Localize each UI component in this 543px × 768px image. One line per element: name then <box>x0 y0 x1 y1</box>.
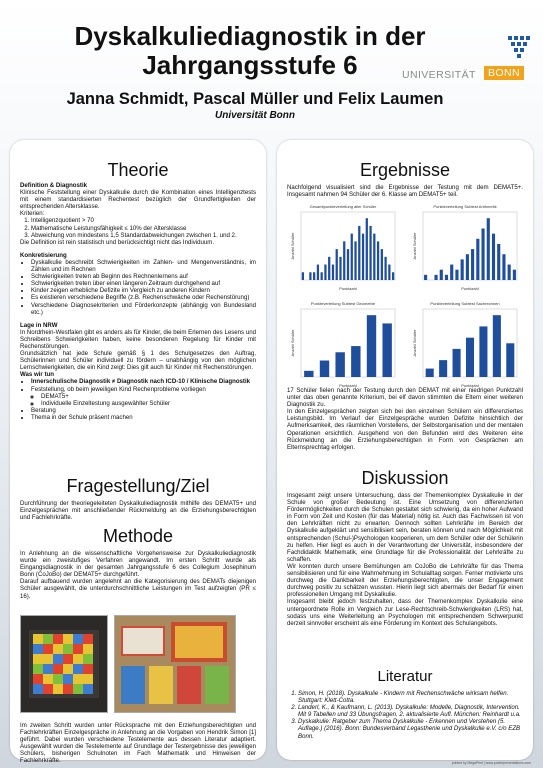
chart-arithmetik-svg <box>409 204 521 294</box>
bar <box>373 234 375 280</box>
methode-text-2: Darauf aufbauend wurden angelehnt an die Kategorisierung des DEMATs diejenigen Schüler ausgewählt, die unterdurchschnittliche Leistungen im Test aufzeigten (PR ≤ 16). <box>20 578 256 600</box>
theorie-body <box>20 182 256 421</box>
bar <box>381 249 383 280</box>
literatur-item: 3. Dyskalkulie: Ratgeber zum Thema Dyskalkulie - Erkennen und Verstehen (5. Auflage.) (2016). Bonn: Bundesverband Legasthenie und Dyskalkulie e.V. c/o EZB Bonn. <box>298 718 523 739</box>
bar <box>347 249 349 280</box>
literatur-body <box>287 690 523 740</box>
right-column-panel <box>277 140 533 760</box>
konkretisierung-list <box>20 259 256 316</box>
chart-gesamt <box>287 204 399 294</box>
bar <box>492 234 495 280</box>
bar <box>424 275 427 280</box>
bar <box>476 239 479 280</box>
nrw-text-2: Grundsätzlich hat jede Schule gemäß § 1 des Schulgesetzes den Auftrag, Schülerinnen und Schüler individuell zu fördern – unabhängig von den möglichen Lernschwierigkeiten, die ein Kind zeigt: Dies gilt auch für Kinder mit Rechenstörungen. <box>20 350 256 372</box>
bar <box>382 323 391 377</box>
bar <box>466 338 474 377</box>
konkret-item: • Schwierigkeiten treten ab Beginn des Rechnenlernens auf <box>31 273 256 280</box>
bar <box>302 272 304 280</box>
bar <box>309 272 311 280</box>
bar <box>367 315 376 377</box>
bar <box>351 346 360 377</box>
bar <box>392 272 394 280</box>
bar <box>324 265 326 280</box>
kriterium-item: 2. Mathematische Leistungsfähigkeit ≤ 10% der Altersklasse <box>31 225 256 232</box>
bar <box>362 234 364 280</box>
methode-text-1: In Anlehnung an die wissenschaftliche Vorgehensweise zur Dyskalkuliediagnostik wurde ein zweistufiges Verfahren angewandt. Im ersten Schritt wurde als Eingangsdiagnostik in der gesamten Jahrgangsstufe 6 des Collegium Josephinum Bonn (CoJoBo) der DEMAT5+ durchgeführt. <box>20 550 256 579</box>
title-line-1: Dyskalkuliediagnostik in der <box>74 21 426 51</box>
wastun-subitem: ◦ Individuelle Einzeltestung ausgewählter Schüler <box>41 400 256 407</box>
chart-title: Gesamtpunkteverteilung aller Schüler <box>309 204 377 209</box>
title-line-2: Jahrgangsstufe 6 <box>142 50 358 80</box>
ergebnisse-text-1: 17 Schüler fielen nach der Testung durch den DEMAT mit einer niedrigen Punktzahl unter das oben genannte Kriterium, bei elf davon stimmten die Eltern einer weiteren Diagnostik zu. <box>287 387 523 409</box>
diskussion-heading: Diskussion <box>361 468 449 488</box>
test-material-photo <box>114 615 236 713</box>
institution: Universität Bonn <box>214 110 295 121</box>
methode-heading: Methode <box>102 526 174 546</box>
ergebnisse-body <box>287 387 523 451</box>
bar <box>354 241 356 280</box>
bar <box>313 272 315 280</box>
definition-heading: Definition & Diagnostik <box>20 182 88 189</box>
bar <box>461 259 464 280</box>
y-axis-label: Anzahl Schüler <box>290 329 295 357</box>
bar <box>317 265 319 280</box>
wastun-item: • Thema in der Schule präsent machen <box>31 414 256 421</box>
bar <box>445 275 448 280</box>
bar <box>487 218 490 280</box>
methode-text-3: Im zweiten Schritt wurden unter Rücksprache mit den Erziehungsberechtigten und Fachlehrkräften Einzelgespräche in Anlehnung an die Vorgaben von Hendrik Simon [1] geführt. Dabei wurden verschiedene Testelemente aus dessen Literatur adaptiert. Ausgewählt wurden die Testelemente auf Grundlage der Testergebnisse des jeweiligen Schülers, bisherigen Schulnoten im Fach Mathematik und Hinweisen der Fachlehrkräfte. <box>20 722 256 765</box>
y-axis-label: Anzahl Schüler <box>412 232 417 260</box>
bar <box>466 254 469 280</box>
bar <box>321 272 323 280</box>
bar <box>439 360 447 377</box>
kriterium-item: 1. Intelligenzquotient > 70 <box>31 217 256 224</box>
definition-text: Klinische Feststellung einer Dyskalkulie durch die Kombination eines Intelligenztests mit einem standardisierten Rechentest bezüglich der Grundfertigkeiten der entsprechenden Altersklasse. <box>20 189 256 211</box>
plot-area <box>301 309 395 377</box>
konkret-item: • Verschiedene Diagnosekriterien und Förderkonzepte (abhängig von Bundesland etc.) <box>31 302 256 316</box>
bar <box>336 249 338 280</box>
chart-title: Punkteverteilung Subtest Arithmetik <box>433 204 497 209</box>
bar <box>479 326 487 377</box>
chart-title: Punkteverteilung Subtest Geometrie <box>310 301 376 306</box>
wastun-list <box>20 378 256 421</box>
bar <box>328 257 330 280</box>
bar <box>366 218 368 280</box>
wastun-item: • Beratung <box>31 407 256 414</box>
bar <box>343 241 345 280</box>
left-column-panel <box>10 140 266 765</box>
bar <box>332 265 334 280</box>
chart-gesamt-svg <box>287 204 399 294</box>
bar <box>339 257 341 280</box>
wastun-item: • Feststellung, ob beim jeweiligen Kind Rechenprobleme vorliegen <box>31 386 256 393</box>
diskussion-text-1: Insgesamt zeigt unsere Untersuchung, dass der Themenkomplex Dyskalkulie in der Schule von großer Bedeutung ist. Eine Umsetzung von differenzierten Fördermöglichkeiten durch die Schulen gestaltet sich schwierig, da ein hoher Aufwand in Form von Zeit und Kosten (für das Material) nötig ist. Auch das Fachwissen ist von den Lehrkräften nicht zu erwarten. Dennoch sollten Lehrkräfte im Bereich der Dyskalkulie aufgeklärt und sensibilisiert sein, beraten können und nach Möglichkeit mit entsprechenden (Schul-)Psychologen kooperieren, um dem Schüler oder der Schülerin zu helfen. Hier liegt es auch in der Verantwortung der Universität, insbesondere der Fachdidaktik Mathematik, eine Grundlage für die Professionalität der Lehrkräfte zu schaffen. <box>287 492 523 563</box>
ergebnisse-intro: Nachfolgend visualisiert sind die Ergebnisse der Testung mit dem DEMAT5+. Insgesamt nahmen 94 Schüler der 6. Klasse am DEMAT5+ teil. <box>287 184 523 199</box>
kriterium-item: 3. Abweichung von mindestens 1,5 Standardabweichungen zwischen 1. und 2. <box>31 232 256 239</box>
logo-mark-icon <box>380 30 540 90</box>
bar <box>450 265 453 280</box>
fragestellung-text: Durchführung der theoriegeleiteten Dyskalkuliediagnostik mithilfe des DEMAT5+ und Einzelgesprächen mit anschließender Rückmeldung an die Erziehungsberechtigten und Fachlehrkräfte. <box>20 500 256 522</box>
authors: Janna Schmidt, Pascal Müller und Felix Laumen <box>66 90 444 108</box>
y-axis-label: Anzahl Schüler <box>290 232 295 260</box>
wastun-heading: Was wir tun <box>20 371 54 379</box>
bar <box>497 244 500 280</box>
bar <box>502 254 505 280</box>
chart-geometrie-svg <box>287 301 399 391</box>
bar <box>388 265 390 280</box>
fragestellung-heading: Fragestellung/Ziel <box>66 476 210 496</box>
nrw-heading: Lage in NRW <box>20 321 58 329</box>
diskussion-text-2: Wir konnten durch unsere Bemühungen am CoJoBo die Lehrkräfte für das Thema sensibilisieren und für eine Wahrnehmung im Schulalltag sorgen. Ferner motivierte uns durchweg die Dankbarkeit der Erziehungsberechtigten, die unser Engagement durchweg positiv zu schätzen wussten. Hierin liegt sich abermals der Bedarf für einen professionellen Umgang mit Dyskalkulie. <box>287 562 523 599</box>
chart-title: Punkteverteilung Subtest Sachrechnen <box>430 301 500 306</box>
x-axis-label: Punktzahl <box>461 383 479 388</box>
x-axis-label: Punktzahl <box>339 383 357 388</box>
bar <box>369 226 371 280</box>
university-logo <box>380 30 540 90</box>
diskussion-text-3: Insgesamt bleibt jedoch festzuhalten, dass der Themenkomplex Dyskalkulie eine untergeordnete Rolle im Vergleich zur Lese-Rechtschreib-Schwierigkeiten (LRS) hat, sodass uns eine Weiterleitung an Psychologen mit entsprechendem Schwerpunkt derzeit sinnvoller erscheint als eine Förderung im Kontext des Schulangebots. <box>287 598 523 627</box>
bar <box>377 241 379 280</box>
chart-sachrechnen-svg <box>409 301 521 391</box>
cube-illustration-icon <box>21 616 107 712</box>
bar <box>440 270 443 280</box>
kriterien-list <box>20 217 256 238</box>
konkret-item: • Dyskalkulie beschreibt Schwierigkeiten im Zahlen- und Mengenverständnis, im Zählen und im Rechnen <box>31 259 256 273</box>
methode-body <box>20 550 256 600</box>
literatur-item: 2. Landerl, K., & Kaufmann, L. (2013). Dyskalkulie: Modelle, Diagnostik, Intervention. Mit 9 Tabellen und 33 Übungsfragen. 2. aktualisierte Aufl. München: Reinhardt u.a. <box>298 704 523 718</box>
bar <box>426 369 434 377</box>
wastun-subitem: ◦ DEMAT5+ <box>41 393 256 400</box>
bar <box>320 361 329 377</box>
chart-sachrechnen <box>409 301 521 391</box>
definition-note: Die Definition ist rein statistisch und berücksichtigt nicht das Individuum. <box>20 238 215 246</box>
bar <box>513 270 516 280</box>
x-axis-label: Punktzahl <box>461 286 479 291</box>
ergebnisse-text-2: In den Einzelgesprächen zeigten sich bei den einzelnen Schülern ein differenziertes Leistungsbild. Im Verlauf der Einzelgespräche wurden Defizite hinsichtlich der Aufmerksamkeit, des räumlichen Vorstellens, der Selbstorganisation und der mentalen Operationen ersichtlich. Ausgehend von den Befunden wird des Weiteren eine Rückmeldung an die Erziehungsberechtigten in Form von Gesprächen am Elternsprechtag erfolgen. <box>287 408 523 451</box>
bar <box>508 265 511 280</box>
bar <box>351 234 353 280</box>
material-illustration-icon <box>115 616 235 712</box>
konkret-item: • Kinder zeigen erhebliche Defizite im Vergleich zu anderen Kindern <box>31 287 256 294</box>
print-credit: printed by MegaPrint | www.posterpresentations.com <box>451 761 531 765</box>
chart-geometrie <box>287 301 399 391</box>
diskussion-body <box>287 492 523 627</box>
konkret-item: • Schwierigkeiten treten über einen längeren Zeitraum durchgehend auf <box>31 280 256 287</box>
bar <box>481 228 484 280</box>
ergebnisse-heading: Ergebnisse <box>359 160 451 180</box>
literatur-list <box>287 690 523 740</box>
literatur-item: 1. Simon, H. (2018). Dyskalkulie - Kindern mit Rechenschwäche wirksam helfen. Stuttgart: Klett-Cotta. <box>298 690 523 704</box>
bar <box>455 270 458 280</box>
bar <box>434 275 437 280</box>
chart-arithmetik <box>409 204 521 294</box>
x-axis-label: Punktzahl <box>339 286 357 291</box>
logo-text-universitaet: UNIVERSITÄT <box>402 69 476 81</box>
bar <box>453 349 461 377</box>
wastun-sublist <box>31 393 256 407</box>
logo-text-bonn: BONN <box>484 66 524 80</box>
bar <box>384 257 386 280</box>
bar <box>506 343 514 377</box>
kriterien-label: Kriterien: <box>20 210 45 218</box>
nrw-text-1: In Nordrhein-Westfalen gibt es anders als für Kinder, die beim Erlernen des Lesens und Schreibens Schwierigkeiten haben, keine besonderen Regelung für Kinder mit Rechenstörungen. <box>20 328 256 350</box>
bar <box>335 352 344 377</box>
bar <box>471 249 474 280</box>
bar <box>358 226 360 280</box>
y-axis-label: Anzahl Schüler <box>412 329 417 357</box>
theorie-heading: Theorie <box>107 160 169 180</box>
literatur-heading: Literatur <box>377 668 433 685</box>
cube-blocks-photo <box>20 615 108 713</box>
bar <box>493 315 501 377</box>
konkretisierung-heading: Konkretisierung <box>20 251 67 259</box>
konkret-item: • Es existieren verschiedene Begriffe (z.B. Rechenschwäche oder Rechenstörung) <box>31 294 256 301</box>
bar <box>304 371 313 377</box>
wastun-item: • Innerschulische Diagnostik ≠ Diagnostik nach ICD-10 / Klinische Diagnostik <box>31 378 256 385</box>
